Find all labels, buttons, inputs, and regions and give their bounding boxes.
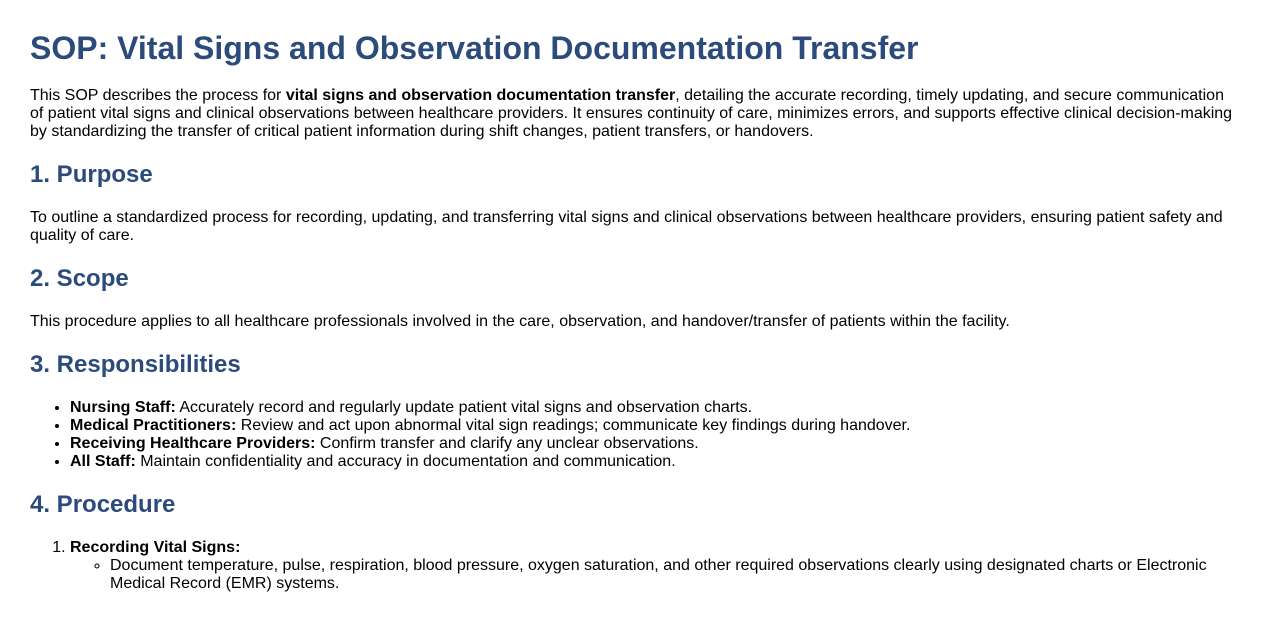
scope-text: This procedure applies to all healthcare professionals involved in the care, observation, and handover/transfer of patients within the facility. bbox=[30, 313, 1010, 330]
purpose-text: To outline a standardized process for recording, updating, and transferring vital signs and clinical observations between healthcare providers, ensuring patient safety and quality of care. bbox=[30, 209, 1223, 244]
role-description: Confirm transfer and clarify any unclear observations. bbox=[315, 435, 699, 452]
list-item bbox=[70, 435, 1233, 453]
page-title: SOP: Vital Signs and Observation Documentation Transfer bbox=[30, 30, 919, 66]
list-item: ◦ Document temperature, pulse, respiration, blood pressure, oxygen saturation, and other required observations clearly using designated charts or Electronic Medical Record (EMR) systems. bbox=[110, 557, 1233, 593]
responsibilities-list bbox=[30, 399, 1233, 471]
scope-heading: 2. Scope bbox=[30, 265, 129, 292]
document-page bbox=[0, 29, 1263, 593]
role-label: All Staff: bbox=[70, 453, 136, 470]
responsibilities-heading: 3. Responsibilities bbox=[30, 351, 241, 378]
procedure-step bbox=[70, 539, 1233, 593]
intro-text-start: This SOP describes the process for bbox=[30, 87, 286, 104]
list-item bbox=[70, 417, 1233, 435]
intro-paragraph bbox=[30, 87, 1233, 141]
step-subitems bbox=[70, 557, 1233, 593]
intro-text-bold: vital signs and observation documentation transfer bbox=[285, 87, 676, 104]
role-label: Nursing Staff: bbox=[70, 399, 176, 416]
list-item bbox=[70, 453, 1233, 471]
list-item bbox=[70, 399, 1233, 417]
procedure-heading: 4. Procedure bbox=[30, 491, 176, 518]
role-label: Medical Practitioners: bbox=[70, 417, 237, 434]
intro-text-end: , detailing the accurate recording, timely updating, and secure communication of patient vital signs and clinical observations between healthcare providers. It ensures continuity of care, minimizes errors, and supports effective clinical decision-making by standardizing the transfer of critical patient information during shift changes, patient transfers, or handovers. bbox=[30, 87, 1233, 140]
role-description: Review and act upon abnormal vital sign readings; communicate key findings during handover. bbox=[236, 417, 911, 434]
procedure-steps bbox=[30, 539, 1233, 593]
role-label: Receiving Healthcare Providers: bbox=[70, 435, 316, 452]
purpose-heading: 1. Purpose bbox=[30, 161, 153, 188]
step-title: Recording Vital Signs: bbox=[70, 539, 241, 556]
role-description: Maintain confidentiality and accuracy in documentation and communication. bbox=[135, 453, 676, 470]
role-description: Accurately record and regularly update patient vital signs and observation charts. bbox=[175, 399, 753, 416]
